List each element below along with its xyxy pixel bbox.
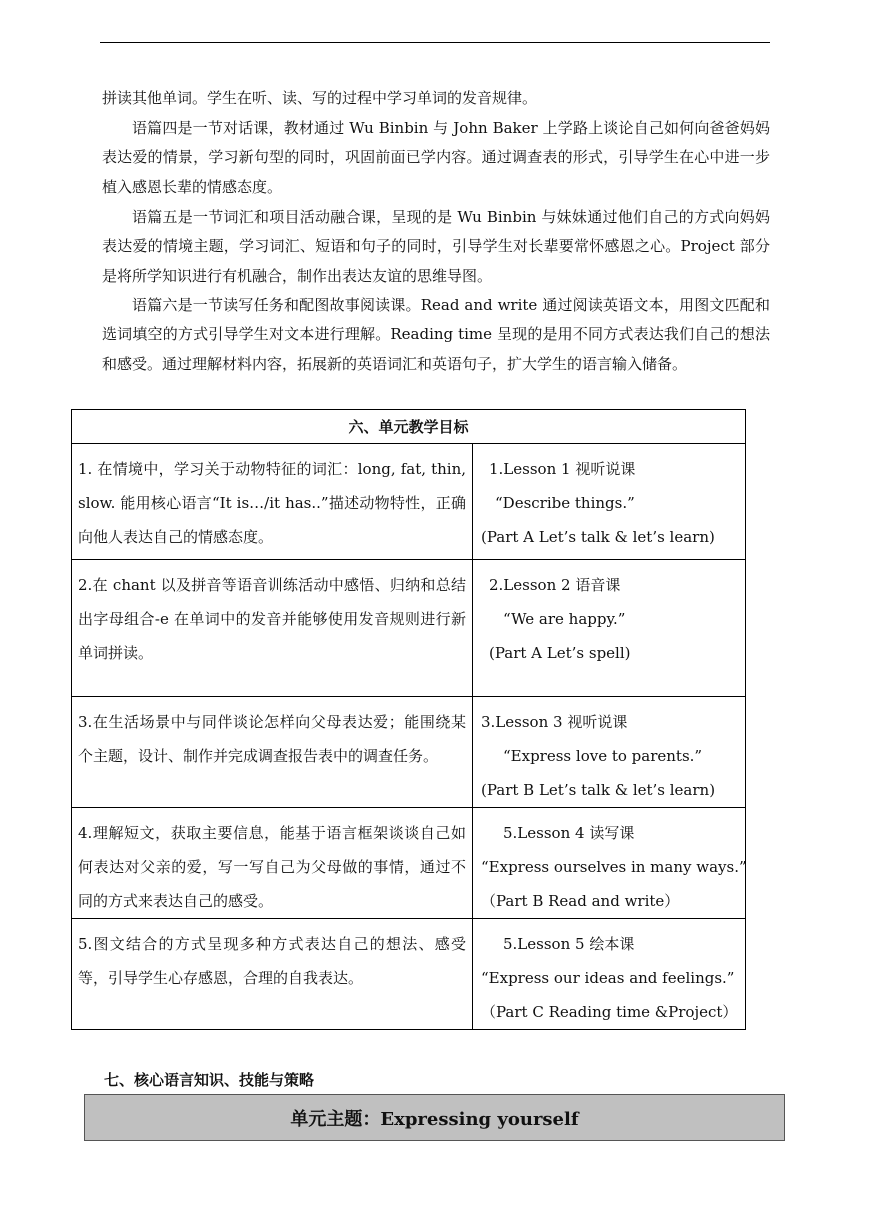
lesson-topic: “We are happy.”	[503, 610, 626, 628]
lesson-cell	[473, 919, 746, 1030]
lesson-title: 5.Lesson 4 读写课	[503, 824, 635, 842]
paragraph-continuation: 拼读其他单词。学生在听、读、写的过程中学习单词的发音规律。	[102, 89, 538, 107]
lesson-part: (Part B Let’s talk & let’s learn)	[481, 781, 716, 799]
paragraph-text-six: 语篇六是一节读写任务和配图故事阅读课。Read and write 通过阅读英语文本，用图文匹配和选词填空的方式引导学生对文本进行理解。Reading time 呈现的是用不同方式表达我们自己的想法和感受。通过理解材料内容，拓展新的英语词汇和英语句子，扩大学生的语言输入储备。	[102, 296, 770, 373]
paragraph-text-four: 语篇四是一节对话课，教材通过 Wu Binbin 与 John Baker 上学路上谈论自己如何向爸爸妈妈表达爱的情景，学习新句型的同时，巩固前面已学内容。通过调查表的形式，引导学生在心中进一步植入感恩长辈的情感态度。	[102, 119, 770, 196]
table-row	[72, 444, 746, 560]
table-header-row	[72, 410, 746, 444]
goal-cell: 3.在生活场景中与同伴谈论怎样向父母表达爱；能围绕某个主题，设计、制作并完成调查报告表中的调查任务。	[72, 697, 473, 808]
table-row	[72, 919, 746, 1030]
lesson-cell	[473, 444, 746, 560]
table-title: 六、单元教学目标	[72, 410, 746, 444]
lesson-part: （Part B Read and write）	[481, 892, 680, 910]
lesson-title: 3.Lesson 3 视听说课	[481, 713, 628, 731]
lesson-topic: “Describe things.”	[495, 494, 635, 512]
lesson-cell	[473, 560, 746, 697]
paragraph-text-five: 语篇五是一节词汇和项目活动融合课，呈现的是 Wu Binbin 与妹妹通过他们自己的方式向妈妈表达爱的情境主题，学习词汇、短语和句子的同时，引导学生对长辈要常怀感恩之心。Project 部分是将所学知识进行有机融合，制作出表达友谊的思维导图。	[102, 208, 770, 285]
table-row	[72, 697, 746, 808]
lesson-title: 5.Lesson 5 绘本课	[503, 935, 635, 953]
lesson-title: 1.Lesson 1 视听说课	[489, 460, 636, 478]
lesson-topic: “Express our ideas and feelings.”	[481, 969, 735, 987]
lesson-part: (Part A Let’s spell)	[489, 644, 631, 662]
lesson-topic: “Express ourselves in many ways.”	[481, 858, 747, 876]
goal-cell: 4.理解短文，获取主要信息，能基于语言框架谈谈自己如何表达对父亲的爱，写一写自己为父母做的事情，通过不同的方式来表达自己的感受。	[72, 808, 473, 919]
header-rule	[100, 42, 770, 43]
section-heading: 七、核心语言知识、技能与策略	[104, 1071, 315, 1089]
goal-cell: 5.图文结合的方式呈现多种方式表达自己的想法、感受等，引导学生心存感恩，合理的自我表达。	[72, 919, 473, 1030]
goal-cell: 2.在 chant 以及拼音等语音训练活动中感悟、归纳和总结出字母组合-e 在单词中的发音并能够使用发音规则进行新单词拼读。	[72, 560, 473, 697]
lesson-cell	[473, 697, 746, 808]
unit-goals-table	[71, 409, 746, 1030]
lesson-topic: “Express love to parents.”	[503, 747, 703, 765]
table-row	[72, 560, 746, 697]
unit-theme-text: 单元主题：Expressing yourself	[290, 1108, 579, 1130]
lesson-part: （Part C Reading time &Project）	[481, 1003, 738, 1021]
lesson-title: 2.Lesson 2 语音课	[489, 576, 621, 594]
unit-theme-banner	[84, 1094, 785, 1141]
table-row	[72, 808, 746, 919]
goal-cell: 1. 在情境中，学习关于动物特征的词汇：long, fat, thin, slow. 能用核心语言“It is…/it has..”描述动物特性，正确向他人表达自己的情感态度。	[72, 444, 473, 560]
lesson-cell	[473, 808, 746, 919]
lesson-part: (Part A Let’s talk & let’s learn)	[481, 528, 715, 546]
